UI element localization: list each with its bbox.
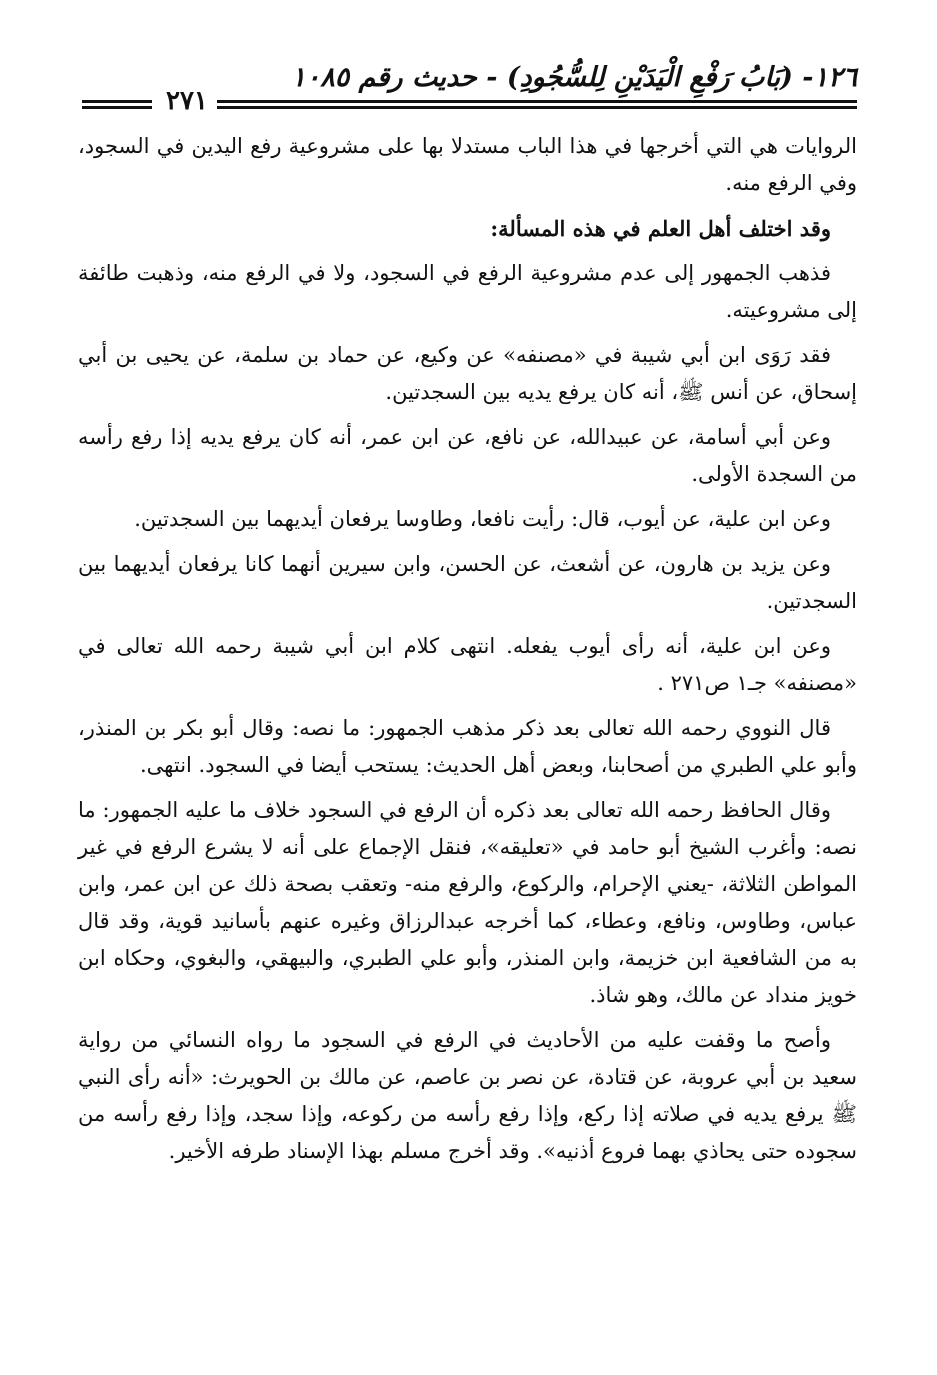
- paragraph: قال النووي رحمه الله تعالى بعد ذكر مذهب الجمهور: ما نصه: وقال أبو بكر بن المنذر، وأبو علي الطبري من أصحابنا، وبعض أهل الحديث: يستحب أيضا في السجود. انتهى.: [78, 716, 857, 777]
- header-rule: [217, 106, 857, 109]
- paragraph: وقال الحافظ رحمه الله تعالى بعد ذكره أن الرفع في السجود خلاف ما عليه الجمهور: ما نصه: وأغرب الشيخ أبو حامد في «تعليقه»، فنقل الإجماع على أنه لا يشرع الرفع في غير المواطن الثلاثة، -يعني الإحرام، والركوع، والرفع منه- وتعقب بصحة ذلك عن ابن عمر، وابن عباس، وطاوس، ونافع، وعطاء، كما أخرجه عبدالرزاق وغيره عنهم بأسانيد قوية، وقد قال به من الشافعية ابن خزيمة، وابن المنذر، وأبو علي الطبري، والبيهقي، والبغوي، وحكاه ابن خويز منداد عن مالك، وهو شاذ.: [78, 798, 857, 1007]
- page-number-rule: [82, 100, 152, 103]
- page-number-rule: [82, 106, 152, 109]
- page-header: [78, 58, 857, 120]
- page-body: [78, 128, 857, 1170]
- paragraph: الروايات هي التي أخرجها في هذا الباب مستدلا بها على مشروعية رفع اليدين في السجود، وفي الرفع منه.: [78, 134, 857, 195]
- paragraph: فذهب الجمهور إلى عدم مشروعية الرفع في السجود، ولا في الرفع منه، وذهبت طائفة إلى مشروعيته.: [78, 261, 857, 322]
- paragraph: وعن ابن علية، أنه رأى أيوب يفعله. انتهى كلام ابن أبي شيبة رحمه الله تعالى في «مصنفه» جـ١ ص٢٧١ .: [78, 634, 857, 695]
- header-rule: [217, 100, 857, 103]
- chapter-title: ١٢٦- (بَابُ رَفْعِ الْيَدَيْنِ لِلسُّجُودِ) - حديث رقم ١٠٨٥: [291, 62, 857, 93]
- page-number: ٢٧١: [166, 86, 208, 116]
- section-heading: وقد اختلف أهل العلم في هذه المسألة:: [490, 216, 831, 241]
- paragraph: وعن ابن علية، عن أيوب، قال: رأيت نافعا، وطاوسا يرفعان أيديهما بين السجدتين.: [134, 507, 831, 531]
- paragraph: وأصح ما وقفت عليه من الأحاديث في الرفع في السجود ما رواه النسائي من رواية سعيد بن أبي عروبة، عن قتادة، عن نصر بن عاصم، عن مالك بن الحويرث: «أنه رأى النبي ﷺ يرفع يديه في صلاته إذا ركع، وإذا رفع رأسه من ركوعه، وإذا سجد، وإذا رفع رأسه من سجوده حتى يحاذي بهما فروع أذنيه». وقد أخرج مسلم بهذا الإسناد طرفه الأخير.: [78, 1028, 857, 1163]
- paragraph: فقد رَوَى ابن أبي شيبة في «مصنفه» عن وكيع، عن حماد بن سلمة، عن يحيى بن أبي إسحاق، عن أنس ﷺ، أنه كان يرفع يديه بين السجدتين.: [78, 343, 857, 404]
- paragraph: وعن يزيد بن هارون، عن أشعث، عن الحسن، وابن سيرين أنهما كانا يرفعان أيديهما بين السجدتين.: [78, 552, 857, 613]
- paragraph: وعن أبي أسامة، عن عبيدالله، عن نافع، عن ابن عمر، أنه كان يرفع يديه إذا رفع رأسه من السجدة الأولى.: [78, 425, 857, 486]
